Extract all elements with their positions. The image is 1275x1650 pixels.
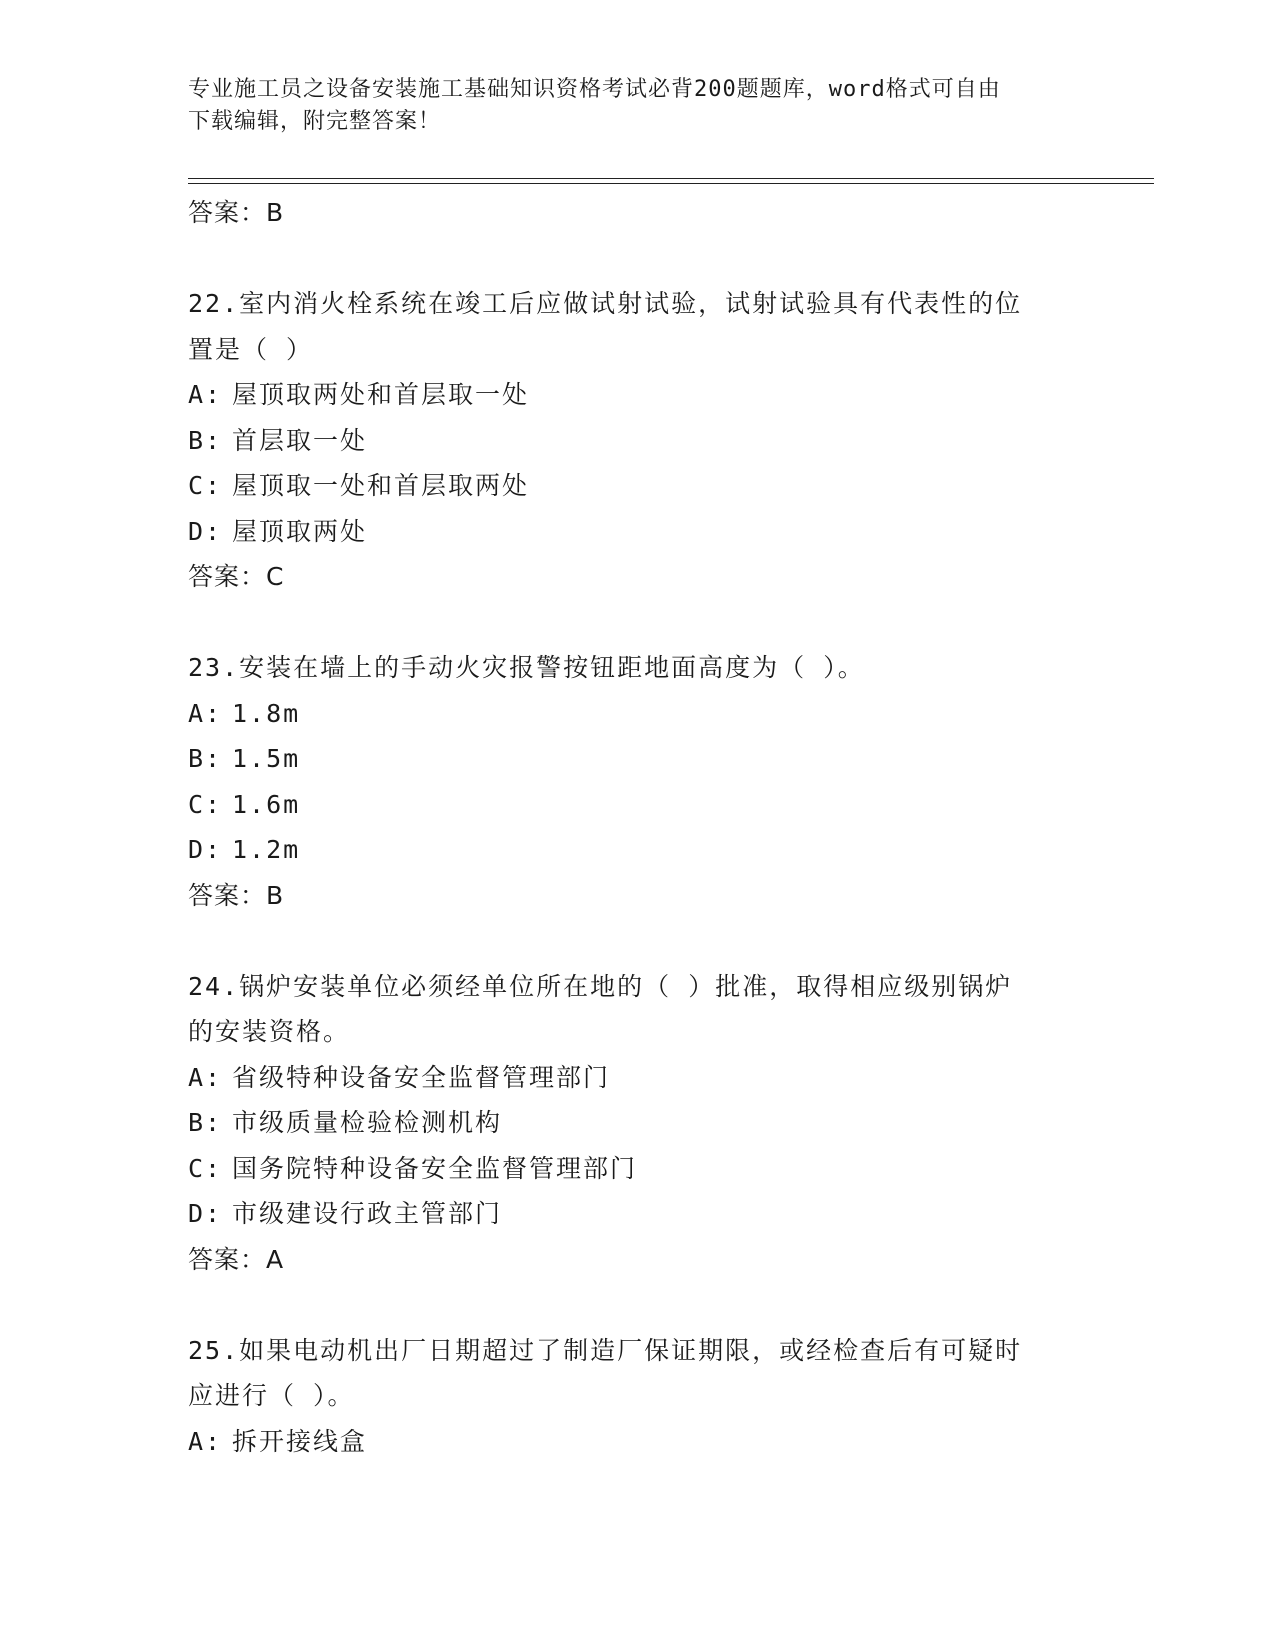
option-b [188,736,1088,782]
option-text: 屋顶取一处和首层取两处 [232,471,530,500]
option-key: B: [188,425,223,455]
option-key: B: [188,1108,223,1137]
option-d [188,827,1088,873]
option-text: 屋顶取两处 [232,516,368,546]
spacer [188,600,1088,646]
option-key: D: [188,1199,223,1228]
header-divider-top [188,178,1154,179]
option-d [188,1191,1088,1237]
option-c [188,782,1088,828]
question-22 [188,281,1088,600]
option-key: A: [188,698,223,728]
option-d [188,509,1088,555]
question-stem: 23.安装在墙上的手动火灾报警按钮距地面高度为（ ）。 [188,653,865,682]
spacer [188,918,1088,964]
option-key: C: [188,471,223,500]
option-key: C: [188,789,223,819]
option-text: 省级特种设备安全监督管理部门 [232,1062,611,1092]
option-a [188,691,1088,737]
option-key: A: [188,1062,223,1092]
spacer [188,236,1088,282]
option-text: 市级建设行政主管部门 [232,1199,503,1228]
question-24 [188,964,1088,1283]
header-divider-bottom [188,183,1154,184]
header-line-1: 专业施工员之设备安装施工基础知识资格考试必背200题题库，word格式可自由 [188,77,1001,102]
option-text: 1.8m [232,698,301,728]
question-stem: 22.室内消火栓系统在竣工后应做试射试验，试射试验具有代表性的位 [188,289,1023,318]
question-25 [188,1328,1088,1465]
option-c [188,1146,1088,1192]
question-stem-continued: 置是（ ） [188,334,314,364]
question-stem-continued: 应进行（ ）。 [188,1381,355,1410]
question-stem: 25.如果电动机出厂日期超过了制造厂保证期限，或经检查后有可疑时 [188,1335,1023,1365]
answer-line: 答案：B [188,198,285,227]
option-key: A: [188,1426,223,1456]
header-line-2: 下载编辑，附完整答案！ [188,109,442,134]
option-a [188,1419,1088,1465]
option-text: 首层取一处 [232,425,368,455]
option-text: 拆开接线盒 [232,1426,368,1456]
option-b [188,418,1088,464]
option-key: D: [188,516,223,546]
answer-line: 答案：B [188,880,285,910]
answer-line: 答案：A [188,1244,285,1274]
option-text: 1.6m [232,789,301,819]
option-text: 市级质量检验检测机构 [232,1108,503,1137]
spacer [188,1282,1088,1328]
question-stem-continued: 的安装资格。 [188,1017,351,1046]
option-c [188,463,1088,509]
option-key: C: [188,1153,223,1183]
option-a [188,372,1088,418]
answer-line: 答案：C [188,562,285,591]
option-text: 屋顶取两处和首层取一处 [232,380,530,409]
option-text: 1.2m [232,835,301,864]
option-a [188,1055,1088,1101]
option-key: B: [188,744,223,773]
option-key: D: [188,835,223,864]
question-stem: 24.锅炉安装单位必须经单位所在地的（ ）批准，取得相应级别锅炉 [188,971,1013,1001]
question-list [188,190,1088,1464]
option-b [188,1100,1088,1146]
option-text: 1.5m [232,744,301,773]
option-text: 国务院特种设备安全监督管理部门 [232,1153,638,1183]
option-key: A: [188,380,223,409]
document-header [188,74,1068,138]
question-23 [188,645,1088,918]
